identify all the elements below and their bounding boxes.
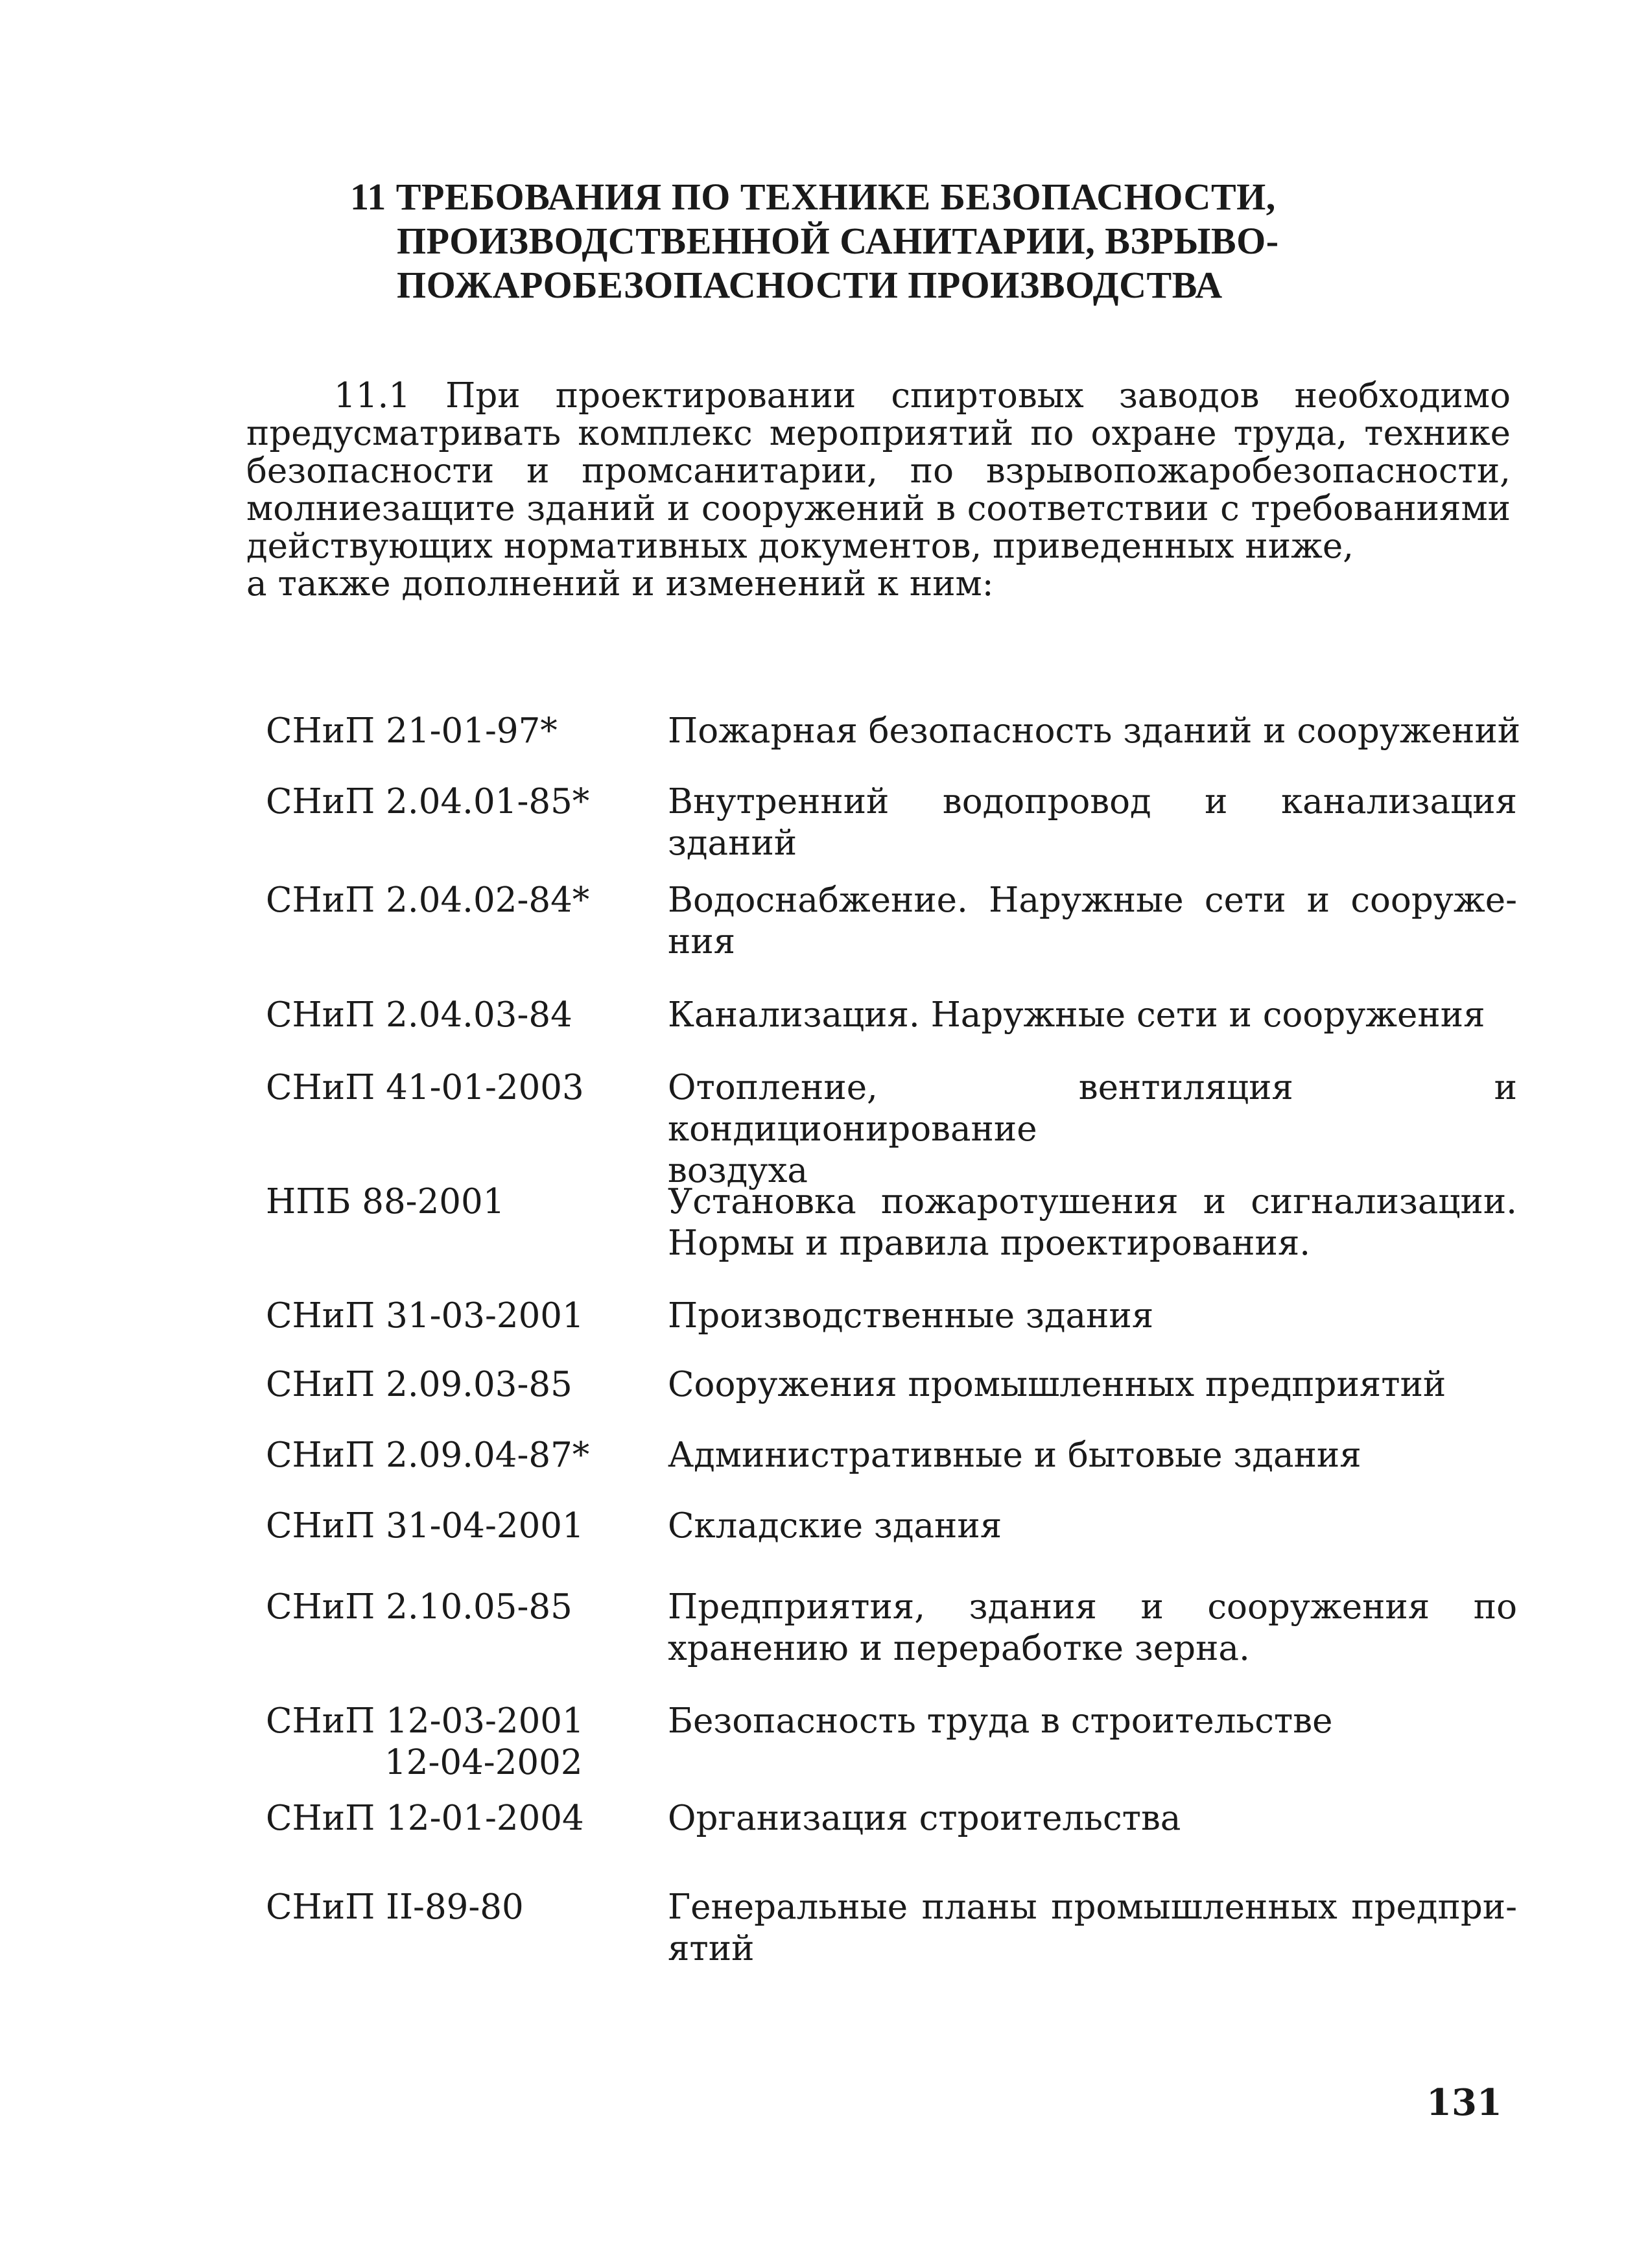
document-title xyxy=(668,1181,1517,1264)
document-title-line: Водоснабжение. Наружные сети и сооруже- xyxy=(668,880,1517,920)
document-code xyxy=(266,1364,655,1406)
document-title xyxy=(668,1295,1517,1337)
intro-line-4: молниезащите зданий и сооружений в соответствии с требованиями xyxy=(246,489,1511,528)
document-title-line: Генеральные планы промышленных предпри- xyxy=(668,1887,1517,1927)
heading-line-1: 11 ТРЕБОВАНИЯ ПО ТЕХНИКЕ БЕЗОПАСНОСТИ, xyxy=(350,176,1276,218)
document-code-line: 12-04-2002 xyxy=(384,1743,583,1782)
document-code-line: СНиП II-89-80 xyxy=(266,1887,524,1927)
document-title-line: Сооружения промышленных предприятий xyxy=(668,1365,1446,1404)
document-code-line: СНиП 2.10.05-85 xyxy=(266,1587,572,1627)
document-code-line: СНиП 41-01-2003 xyxy=(266,1068,584,1107)
document-code-line: СНиП 12-03-2001 xyxy=(266,1701,584,1741)
document-code xyxy=(266,1435,655,1476)
document-code xyxy=(266,1067,655,1109)
document-title xyxy=(668,1798,1517,1839)
document-code-line: СНиП 2.04.01-85* xyxy=(266,782,590,821)
document-title-line: ния xyxy=(668,922,736,962)
document-code-line: НПБ 88-2001 xyxy=(266,1182,505,1222)
document-code xyxy=(266,1587,655,1628)
document-code-line: СНиП 21-01-97* xyxy=(266,711,558,751)
document-code xyxy=(266,1506,655,1547)
document-code-line: СНиП 2.09.03-85 xyxy=(266,1365,572,1404)
document-code xyxy=(266,1295,655,1337)
document-title xyxy=(668,1701,1517,1742)
document-code xyxy=(266,1701,655,1784)
page-number: 131 xyxy=(1426,2081,1502,2124)
document-title-line: Отопление, вентиляция и кондиционирование xyxy=(668,1068,1517,1149)
document-code xyxy=(266,995,655,1036)
document-title xyxy=(668,1435,1517,1476)
document-title-line: Безопасность труда в строительстве xyxy=(668,1701,1333,1741)
intro-paragraph xyxy=(246,377,1511,603)
document-title xyxy=(668,781,1517,864)
intro-line-1: 11.1 При проектировании спиртовых заводов необходимо xyxy=(334,376,1511,416)
document-title-line: Установка пожаротушения и сигнализации. xyxy=(668,1182,1517,1222)
document-code-line: СНиП 31-04-2001 xyxy=(266,1506,584,1546)
document-code-line: СНиП 31-03-2001 xyxy=(266,1296,584,1336)
intro-line-5: действующих нормативных документов, приведенных ниже, xyxy=(246,526,1354,566)
document-title-line: зданий xyxy=(668,823,797,863)
document-title-line: воздуха xyxy=(668,1151,808,1190)
document-title xyxy=(668,1506,1517,1547)
document-title xyxy=(668,1587,1517,1670)
document-code-line: СНиП 2.09.04-87* xyxy=(266,1435,590,1475)
intro-line-2: предусматривать комплекс мероприятий по охране труда, технике xyxy=(246,414,1511,453)
document-title-line: Нормы и правила проектирования. xyxy=(668,1223,1311,1263)
document-code-line: СНиП 12-01-2004 xyxy=(266,1799,584,1838)
document-title xyxy=(668,995,1517,1036)
document-code xyxy=(266,711,655,752)
intro-line-3: безопасности и промсанитарии, по взрывопожаробезопасности, xyxy=(246,451,1511,491)
document-title xyxy=(668,711,1521,752)
heading-line-2: ПРОИЗВОДСТВЕННОЙ САНИТАРИИ, ВЗРЫВО- xyxy=(397,220,1279,262)
document-title-line: хранению и переработке зерна. xyxy=(668,1629,1250,1668)
document-code-line: СНиП 2.04.02-84* xyxy=(266,880,590,920)
document-code xyxy=(266,1181,655,1223)
section-heading xyxy=(350,175,1452,307)
heading-line-3: ПОЖАРОБЕЗОПАСНОСТИ ПРОИЗВОДСТВА xyxy=(397,264,1223,306)
document-code xyxy=(266,781,655,823)
document-code xyxy=(266,1798,655,1839)
document-title-line: Канализация. Наружные сети и сооружения xyxy=(668,995,1485,1035)
document-title xyxy=(668,1067,1517,1192)
intro-line-6: а также дополнений и изменений к ним: xyxy=(246,564,994,604)
document-title-line: Организация строительства xyxy=(668,1799,1181,1838)
document-title-line: Производственные здания xyxy=(668,1296,1154,1336)
document-title-line: ятий xyxy=(668,1929,755,1968)
document-title-line: Складские здания xyxy=(668,1506,1002,1546)
document-title xyxy=(668,1364,1517,1406)
document-code xyxy=(266,1887,655,1928)
document-title-line: Предприятия, здания и сооружения по xyxy=(668,1587,1517,1627)
document-title-line: Внутренний водопровод и канализация xyxy=(668,782,1517,821)
document-title xyxy=(668,880,1517,963)
document-code-line: СНиП 2.04.03-84 xyxy=(266,995,572,1035)
document-title xyxy=(668,1887,1517,1970)
document-code xyxy=(266,880,655,921)
document-title-line: Пожарная безопасность зданий и сооружений xyxy=(668,711,1521,751)
document-title-line: Административные и бытовые здания xyxy=(668,1435,1361,1475)
